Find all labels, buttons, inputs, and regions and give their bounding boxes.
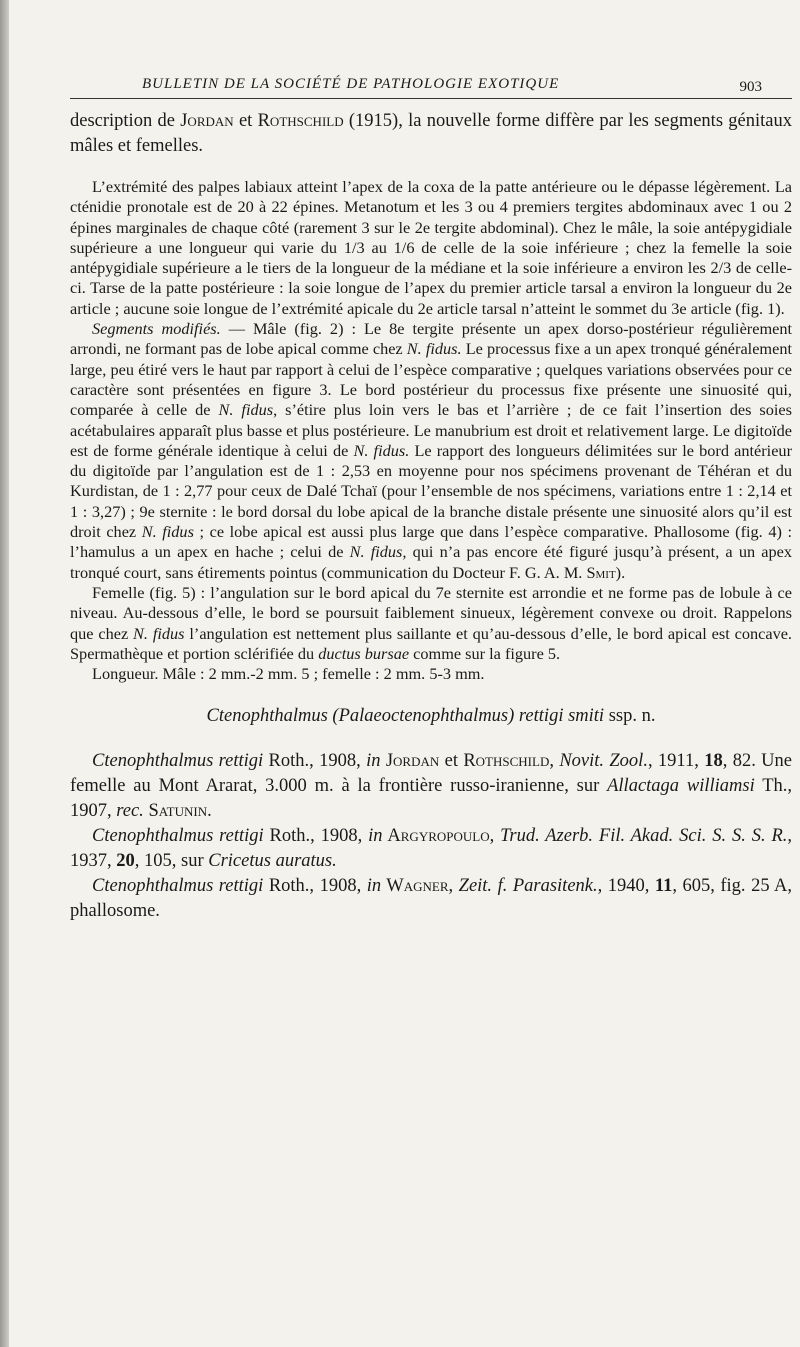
author-name: Jordan (180, 111, 234, 131)
reference-3: Ctenophthalmus rettigi Roth., 1908, in Wagner, Zeit. f. Parasitenk., 1940, 11, 605, fig. 25 A, phallosome. (70, 876, 793, 922)
journal-title: BULLETIN DE LA SOCIÉTÉ DE PATHOLOGIE EXOTIQUE (142, 76, 560, 92)
female-paragraph: Femelle (fig. 5) : l’angulation sur le bord apical du 7e sternite est arrondie et ne forme pas de lobule à ce niveau. Au-dessous d’elle, le bord se poursuit faiblement sinueux, légèrement convexe ou droit. Rappelons que chez N. fidus l’angulation est nettement plus saillante et qu’au-dessous d’elle, le bord apical est concave. Spermathèque et portion sclérifiée du ductus bursae comme sur la figure 5. (70, 582, 793, 663)
document-page (70, 70, 792, 924)
taxon-heading: Ctenophthalmus (Palaeoctenophthalmus) rettigi smiti ssp. n. (206, 706, 656, 727)
modified-segments-paragraph: Segments modifiés. — Mâle (fig. 2) : Le 8e tergite présente un apex dorso-postérieur régulièrement arrondi, ne formant pas de lobe apical comme chez N. fidus. Le processus fixe a un apex tronqué généralement large, peu étiré vers le haut par rapport à celui de l’espèce comparative ; quelques variations observées pour ce caractère sont présentées en figure 3. Le bord postérieur du processus fixe présente une sinuosité qui, comparée à celle de N. fidus, s’étire plus loin vers le bas et l’arrière ; de ce fait l’insertion des soies acétabulaires apparaît plus basse et plus postérieure. Le manubrium est droit et relativement large. Le digitoïde est de forme générale identique à celui de N. fidus. Le rapport des longueurs délimitées sur le bord antérieur du digitoïde par l’angulation est de 1 : 2,53 en moyenne pour nos spécimens provenant de Téhéran et du Kurdistan, de 1 : 2,77 pour ceux de Dalé Tchaï (pour l’ensemble de nos spécimens, variations entre 1 : 2,14 et 1 : 3,27) ; 9e sternite : le bord dorsal du lobe apical de la branche distale présente une sinuosité alors qu’il est droit chez N. fidus ; ce lobe apical est aussi plus large que dans l’espèce comparative. Phallosome (fig. 4) : l’hamulus a un apex en hache ; celui de N. fidus, qui n’a pas encore été figuré jusqu’à présent, a un apex tronqué court, sans étirements pointus (communication du Docteur F. G. A. M. Smit). (70, 319, 792, 582)
intro-paragraph: description de Jordan et Rothschild (1915), la nouvelle forme diffère par les segments génitaux mâles et femelles. (70, 111, 792, 156)
page-gutter-shadow (0, 0, 9, 1347)
author-name: Rothschild (257, 111, 344, 131)
running-head (70, 70, 792, 99)
length-paragraph: Longueur. Mâle : 2 mm.-2 mm. 5 ; femelle : 2 mm. 5-3 mm. (92, 664, 485, 684)
description-paragraph: L’extrémité des palpes labiaux atteint l’apex de la coxa de la patte antérieure ou le dépasse légèrement. La cténidie pronotale est de 20 à 22 épines. Metanotum et les 3 ou 4 premiers tergites abdominaux avec 1 ou 2 épines marginales de chaque côté (rarement 3 sur le 2e tergite abdominal). Chez le mâle, la soie antépygidiale supérieure a une longueur qui varie du 1/3 au 1/6 de celle de la soie inférieure ; chez la femelle la soie antépygidiale supérieure a le tiers de la longueur de la médiane et la soie inférieure a environ les 2/3 de celle-ci. Tarse de la patte postérieure : la soie longue de l’apex du premier article tarsal a environ la longueur du 2e article ; aucune soie longue de l’extrémité apicale du 2e article tarsal n’atteint le sommet du 3e article (fig. 1). (70, 177, 792, 318)
reference-1: Ctenophthalmus rettigi Roth., 1908, in Jordan et Rothschild, Novit. Zool., 1911, 18, 82. Une femelle au Mont Ararat, 3.000 m. à la frontière russo-iranienne, sur Allactaga williamsi Th., 1907, rec. Satunin. (70, 751, 793, 822)
page-number: 903 (739, 79, 762, 95)
reference-2: Ctenophthalmus rettigi Roth., 1908, in Argyropoulo, Trud. Azerb. Fil. Akad. Sci. S. S. S. R., 1937, 20, 105, sur Cricetus auratus. (70, 826, 793, 872)
